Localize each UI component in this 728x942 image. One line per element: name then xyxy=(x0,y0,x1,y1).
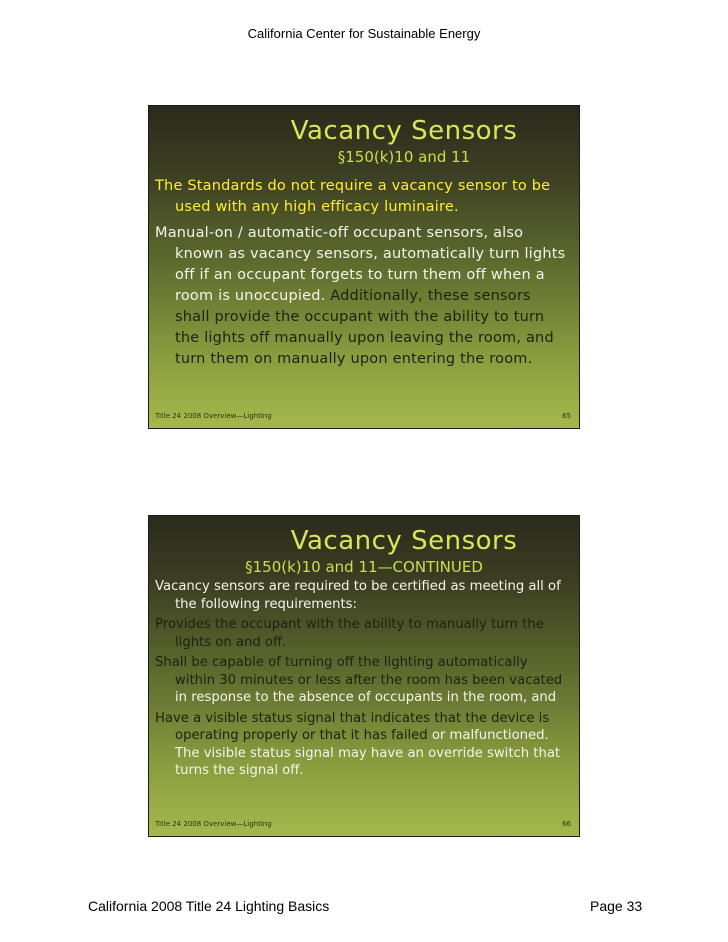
bullet-paragraph xyxy=(155,710,569,780)
bullet-paragraph xyxy=(155,578,569,613)
text-run: Additionally, these sensors shall provide the occupant with the ability to turn the lights off manually upon leaving the room, and turn them on manually upon entering the room. xyxy=(175,288,554,367)
text-run: Manual-on / automatic-off occupant sensors, also known as vacancy sensors, xyxy=(155,225,524,262)
slide-body xyxy=(155,176,569,375)
slide-66 xyxy=(148,515,580,837)
slide-title: Vacancy Sensors xyxy=(290,526,518,556)
text-run: or malfunctioned. The visible status signal may have an override switch that turns the signal off. xyxy=(175,728,561,778)
text-run: in response to the absence of occupants in the room, and xyxy=(175,690,557,705)
slide-subtitle: §150(k)10 and 11—CONTINUED xyxy=(245,558,483,576)
bullet-paragraph xyxy=(155,616,569,651)
slide-title: Vacancy Sensors xyxy=(290,116,518,146)
page-footer-title: California 2008 Title 24 Lighting Basics xyxy=(88,898,330,914)
bullet-paragraph: The Standards do not require a vacancy sensor to be used with any high efficacy luminaire. xyxy=(155,178,551,215)
slide-footer-label: Title 24 2008 Overview—Lighting xyxy=(155,412,272,420)
slide-65 xyxy=(148,105,580,429)
slide-footer xyxy=(155,412,571,420)
text-run: Provides the occupant with the ability to manually turn the lights on and off. xyxy=(155,617,544,650)
text-run: Have a visible status signal that indicates that the device is operating properly or that it has failed xyxy=(155,710,550,743)
slide-body xyxy=(155,578,569,783)
slide-number: 65 xyxy=(562,412,571,420)
text-run: Shall be capable of turning off the lighting automatically within 30 minutes or less after the room has been vacated xyxy=(155,655,563,688)
slide-footer xyxy=(155,820,571,828)
bullet-paragraph xyxy=(155,223,569,370)
slide-footer-label: Title 24 2008 Overview—Lighting xyxy=(155,820,272,828)
slide-number: 66 xyxy=(562,820,571,828)
page-header: California Center for Sustainable Energy xyxy=(247,26,481,41)
text-run: automatically turn lights off if an occupant forgets to turn them off when a room is unoccupied. xyxy=(175,246,566,304)
slide-subtitle: §150(k)10 and 11 xyxy=(337,148,471,166)
bullet-paragraph xyxy=(155,654,569,707)
page-number: Page 33 xyxy=(590,898,643,914)
text-run: Vacancy sensors are required to be certified as meeting all of the following requirements: xyxy=(155,579,561,612)
